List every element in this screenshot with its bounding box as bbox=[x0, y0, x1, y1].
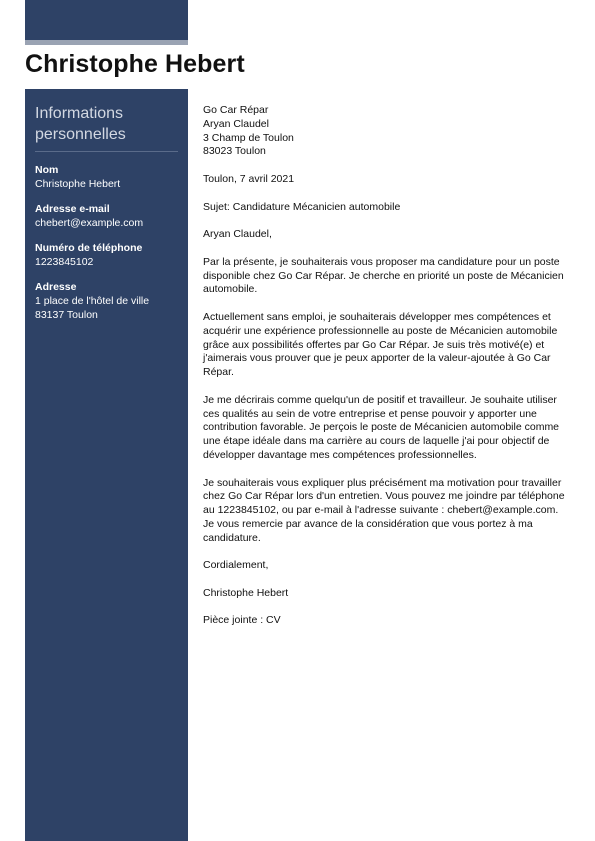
closing-block bbox=[203, 477, 573, 546]
recipient-city: 83023 Toulon bbox=[203, 145, 266, 158]
recipient-block bbox=[203, 104, 573, 159]
body-paragraph: Par la présente, je souhaiterais vous proposer ma candidature pour un poste disponible chez Go Car Répar. Je cherche en priorité un poste de Mécanicien automobile. bbox=[203, 255, 564, 296]
header-color-block bbox=[25, 0, 188, 40]
address-line: 83137 Toulon bbox=[35, 309, 98, 321]
closing-paragraph: Je souhaiterais vous expliquer plus précisément ma motivation pour travailler chez Go Car Répar lors d'un entretien. Vous pouvez me joindre par téléphone au 1223845102, ou par e-mail à l'adresse suivante : chebert@example.com. bbox=[203, 476, 565, 517]
address-line: 1 place de l'hôtel de ville bbox=[35, 295, 150, 307]
field-label: Numéro de téléphone bbox=[35, 242, 143, 254]
body-paragraph: Je me décrirais comme quelqu'un de positif et travailleur. Je souhaite utiliser ces qualités au sein de votre entreprise et pense pouvoir y apporter une contribution favorable. Je perçois le poste de Mécanicien automobile comme une étape idéale dans ma carrière au cours de laquelle j'ai pour objectif de développer davantage mes compétences professionnelles. bbox=[203, 393, 560, 461]
body-paragraph: Actuellement sans emploi, je souhaiterais développer mes compétences et acquérir une expérience professionnelle au poste de Mécanicien automobile grâce aux possibilités offertes par Go Car Répar. Je suis très motivé(e) et j'aimerais vous prouver que je peux apporter de la valeur-ajoutée à Go Car Répar. bbox=[203, 310, 558, 379]
header-accent-stripe bbox=[25, 40, 188, 45]
field-name bbox=[35, 163, 178, 191]
field-label: Adresse bbox=[35, 281, 77, 293]
signature-name: Christophe Hebert bbox=[203, 586, 289, 599]
recipient-street: 3 Champ de Toulon bbox=[203, 131, 294, 144]
phone-value: 1223845102 bbox=[35, 256, 94, 268]
candidate-name-heading: Christophe Hebert bbox=[25, 50, 245, 78]
recipient-company: Go Car Répar bbox=[203, 104, 269, 116]
salutation: Aryan Claudel, bbox=[203, 228, 272, 241]
field-phone bbox=[35, 241, 178, 269]
email-value: chebert@example.com bbox=[35, 217, 144, 229]
field-email bbox=[35, 202, 178, 230]
recipient-name: Aryan Claudel bbox=[203, 117, 269, 130]
attachment-note: Pièce jointe : CV bbox=[203, 614, 281, 627]
field-label: Nom bbox=[35, 164, 59, 176]
sidebar-title: Informations personnelles bbox=[35, 103, 178, 152]
subject-line: Sujet: Candidature Mécanicien automobile bbox=[203, 200, 401, 213]
personal-info-sidebar bbox=[25, 89, 188, 841]
field-label: Adresse e-mail bbox=[35, 203, 110, 215]
thanks-paragraph: Je vous remercie par avance de la considération que vous portez à ma candidature. bbox=[203, 517, 533, 544]
cover-letter-body bbox=[203, 104, 573, 642]
signoff: Cordialement, bbox=[203, 559, 269, 572]
place-date: Toulon, 7 avril 2021 bbox=[203, 172, 295, 185]
field-address bbox=[35, 280, 178, 322]
field-value: Christophe Hebert bbox=[35, 178, 121, 190]
